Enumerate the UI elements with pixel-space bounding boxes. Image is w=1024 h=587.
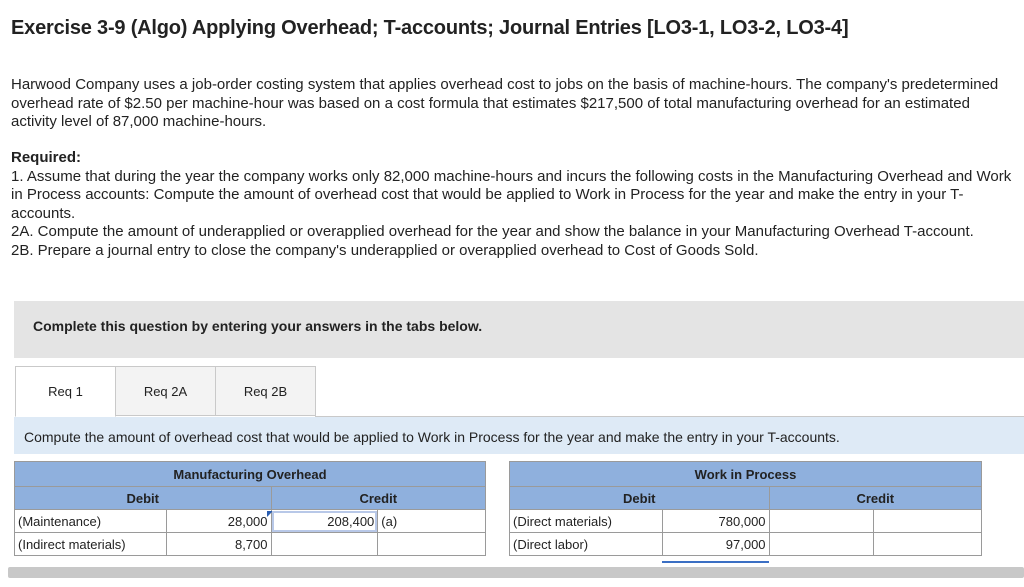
table-row <box>510 533 982 556</box>
tab-req-1[interactable]: Req 1 <box>15 366 116 417</box>
instruction-box <box>14 301 1024 358</box>
prompt-bar <box>14 417 1024 454</box>
intro-paragraph: Harwood Company uses a job-order costing system that applies overhead cost to jobs on the basis of machine-hours. The company's predetermined overhead rate of $2.50 per machine-hour was based on a cost formula that estimates $217,500 of total manufacturing overhead for an estimated activity level of 87,000 machine-hours. <box>11 76 999 130</box>
table-row <box>510 510 982 533</box>
wip-row-label: (Direct labor) <box>510 533 663 556</box>
wip-credit-cell[interactable] <box>769 510 874 533</box>
mo-credit-input[interactable] <box>271 533 378 556</box>
table-row <box>15 533 486 556</box>
required-item-2b: 2B. Prepare a journal entry to close the company's underapplied or overapplied overhead to Cost of Goods Sold. <box>11 241 759 259</box>
wip-title: Work in Process <box>510 462 982 487</box>
wip-t-account <box>509 461 982 556</box>
required-item-1: 1. Assume that during the year the company works only 82,000 machine-hours and incurs the following costs in the Manufacturing Overhead and Work in Process accounts: Compute the amount of overhead cost that would be applied to Work in Process for the year and make the entry in your T-accounts. <box>11 167 1012 222</box>
prompt-text: Compute the amount of overhead cost that would be applied to Work in Process for the year and make the entry in your T-accounts. <box>24 429 840 445</box>
mo-title: Manufacturing Overhead <box>15 462 486 487</box>
mo-credit-tag <box>378 533 486 556</box>
mo-credit-tag: (a) <box>378 510 486 533</box>
mo-credit-input[interactable]: 208,400 <box>271 510 378 533</box>
wip-debit-cell[interactable]: 780,000 <box>662 510 769 533</box>
tab-req-2a[interactable]: Req 2A <box>115 366 216 416</box>
required-item-2a: 2A. Compute the amount of underapplied or overapplied overhead for the year and show the balance in your Manufacturing Overhead T-account. <box>11 223 974 240</box>
mo-row-label: (Maintenance) <box>15 510 167 533</box>
table-row <box>15 510 486 533</box>
wip-debit-cell[interactable]: 97,000 <box>662 533 769 556</box>
wip-row-label: (Direct materials) <box>510 510 663 533</box>
mo-credit-header: Credit <box>271 487 485 510</box>
tab-req-2b[interactable]: Req 2B <box>215 366 316 416</box>
mo-t-account <box>14 461 486 556</box>
wip-credit-cell[interactable] <box>874 533 982 556</box>
horizontal-scrollbar[interactable] <box>8 567 1024 578</box>
mo-row-label: (Indirect materials) <box>15 533 167 556</box>
instruction-text: Complete this question by entering your answers in the tabs below. <box>33 318 483 334</box>
required-heading: Required: <box>11 149 82 166</box>
mo-debit-header: Debit <box>15 487 272 510</box>
required-section <box>11 149 1016 260</box>
wip-credit-cell[interactable] <box>769 533 874 556</box>
wip-credit-header: Credit <box>769 487 981 510</box>
mo-debit-cell[interactable]: 8,700 <box>166 533 271 556</box>
active-input-indicator <box>662 561 769 563</box>
wip-debit-header: Debit <box>510 487 770 510</box>
mo-debit-cell[interactable]: 28,000 <box>166 510 271 533</box>
wip-credit-cell[interactable] <box>874 510 982 533</box>
exercise-title: Exercise 3-9 (Algo) Applying Overhead; T-accounts; Journal Entries [LO3-1, LO3-2, LO3-4] <box>11 17 849 39</box>
